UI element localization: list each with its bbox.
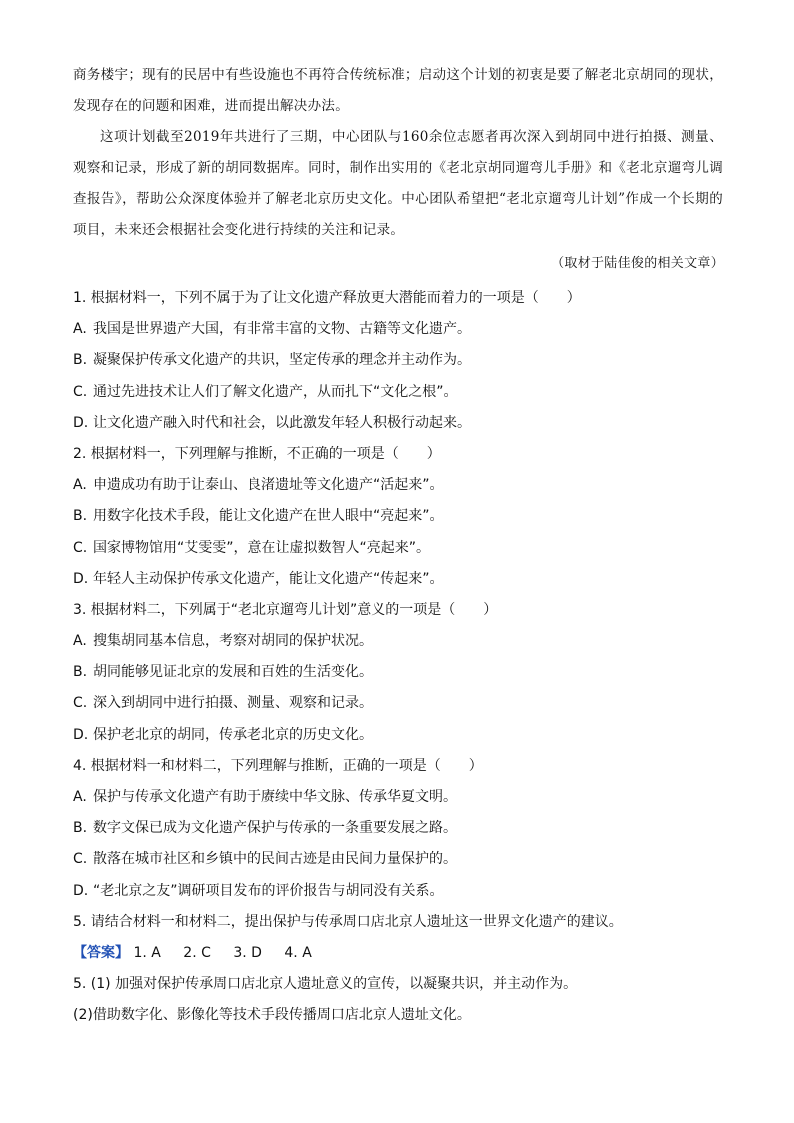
answer-item: 2. C: [183, 944, 211, 961]
option-letter: A.: [73, 477, 87, 494]
option-c: [73, 533, 733, 564]
option-text: 深入到胡同中进行拍摄、测量、观察和记录。: [93, 695, 373, 712]
passage-text: [73, 60, 723, 246]
option-a: [73, 314, 733, 345]
option-c: [73, 844, 733, 875]
option-d: [73, 876, 733, 907]
answer-line: (2)借助数字化、影像化等技术手段传播周口店北京人遗址文化。: [73, 1007, 471, 1024]
passage-paragraph: 商务楼宇；现有的民居中有些设施也不再符合传统标准；启动这个计划的初衷是要了解老北京胡同的现状，发现存在的问题和困难，进而提出解决办法。: [73, 67, 723, 114]
answer-tag: 【答案】: [73, 944, 129, 961]
option-letter: C.: [73, 539, 88, 556]
option-text: “老北京之友”调研项目发布的评价报告与胡同没有关系。: [93, 882, 444, 899]
option-letter: C.: [73, 695, 88, 712]
option-text: 数字文保已成为文化遗产保护与传承的一条重要发展之路。: [93, 820, 457, 837]
question-2: [73, 439, 733, 595]
option-a: [73, 470, 733, 501]
option-text: 凝聚保护传承文化遗产的共识，坚定传承的理念并主动作为。: [93, 352, 471, 369]
option-text: 散落在城市社区和乡镇中的民间古迹是由民间力量保护的。: [93, 851, 457, 868]
option-letter: D.: [73, 882, 89, 899]
option-text: 通过先进技术让人们了解文化遗产，从而扎下“文化之根”。: [93, 383, 458, 400]
option-a: [73, 782, 733, 813]
option-b: [73, 657, 733, 688]
question-3: [73, 595, 733, 751]
option-letter: D.: [73, 570, 89, 587]
option-text: 胡同能够见证北京的发展和百姓的生活变化。: [93, 664, 373, 681]
option-letter: B.: [73, 352, 88, 369]
option-d: [73, 564, 733, 595]
option-text: 申遗成功有助于让泰山、良渚遗址等文化遗产“活起来”。: [93, 477, 444, 494]
source-citation: （取材于陆佳俊的相关文章）: [551, 256, 724, 271]
option-b: [73, 345, 733, 376]
option-b: [73, 813, 733, 844]
passage-paragraph: 这项计划截至2019年共进行了三期，中心团队与160余位志愿者再次深入到胡同中进行拍摄、测量、观察和记录，形成了新的胡同数据库。同时，制作出实用的《老北京胡同遛弯儿手册》和《老北京遛弯儿调查报告》，帮助公众深度体验并了解老北京历史文化。中心团队希望把“老北京遛弯儿计划”作成一个长期的项目，未来还会根据社会变化进行持续的关注和记录。: [73, 129, 723, 238]
option-text: 保护与传承文化遗产有助于赓续中华文脉、传承华夏文明。: [93, 789, 457, 805]
answer-item: 3. D: [233, 944, 262, 961]
option-letter: B.: [73, 508, 88, 525]
option-letter: B.: [73, 820, 88, 837]
option-text: 年轻人主动保护传承文化遗产，能让文化遗产“传起来”。: [93, 570, 444, 587]
option-letter: D.: [73, 414, 89, 431]
option-d: [73, 720, 733, 751]
option-letter: C.: [73, 851, 88, 868]
answer-item: 1. A: [133, 944, 161, 961]
option-letter: B.: [73, 664, 88, 681]
option-text: 让文化遗产融入时代和社会，以此激发年轻人积极行动起来。: [93, 414, 471, 431]
question-stem: 3. 根据材料二，下列属于“老北京遛弯儿计划”意义的一项是（ ）: [73, 601, 498, 618]
answer-keys: [73, 938, 733, 969]
question-5: [73, 907, 733, 938]
option-text: 我国是世界遗产大国，有非常丰富的文物、古籍等文化遗产。: [93, 321, 471, 338]
question-1: [73, 283, 733, 439]
question-list: [73, 283, 733, 1032]
option-c: [73, 688, 733, 719]
question-stem: 2. 根据材料一，下列理解与推断，不正确的一项是（ ）: [73, 445, 441, 462]
question-stem: 5. 请结合材料一和材料二，提出保护与传承周口店北京人遗址这一世界文化遗产的建议。: [73, 913, 623, 930]
option-text: 用数字化技术手段，能让文化遗产在世人眼中“亮起来”。: [93, 508, 444, 525]
option-letter: D.: [73, 726, 89, 743]
option-text: 国家博物馆用“艾雯雯”，意在让虚拟数智人“亮起来”。: [93, 539, 431, 556]
answer-section: [73, 938, 733, 1032]
option-letter: A.: [73, 321, 87, 338]
answer-item: 4. A: [284, 944, 312, 961]
option-text: 搜集胡同基本信息，考察对胡同的保护状况。: [93, 633, 373, 650]
option-c: [73, 377, 733, 408]
answer-line: 5. (1) 加强对保护传承周口店北京人遗址意义的宣传，以凝聚共识，并主动作为。: [73, 976, 578, 993]
option-d: [73, 408, 733, 439]
option-b: [73, 501, 733, 532]
question-4: [73, 751, 733, 907]
question-stem: 1. 根据材料一，下列不属于为了让文化遗产释放更大潜能而着力的一项是（ ）: [73, 290, 581, 306]
option-letter: C.: [73, 383, 88, 400]
option-a: [73, 626, 733, 657]
option-letter: A.: [73, 633, 87, 650]
option-letter: A.: [73, 789, 87, 805]
question-stem: 4. 根据材料一和材料二，下列理解与推断，正确的一项是（ ）: [73, 757, 483, 774]
option-text: 保护老北京的胡同，传承老北京的历史文化。: [93, 726, 373, 743]
